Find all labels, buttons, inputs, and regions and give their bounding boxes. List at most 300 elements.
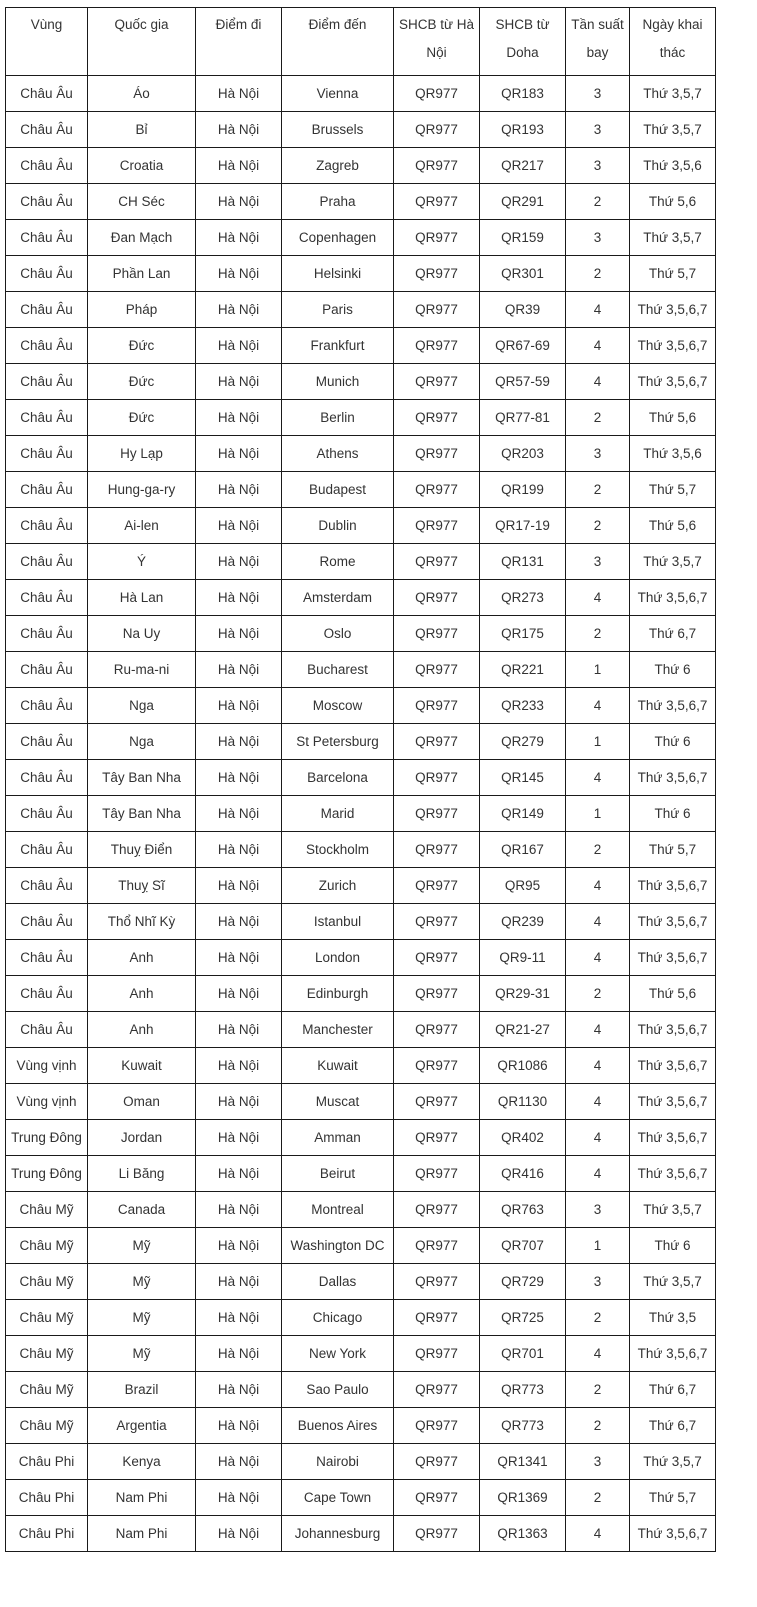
table-row: [6, 1228, 716, 1264]
cell-origin: Hà Nội: [196, 1156, 282, 1192]
cell-frequency: 2: [566, 1372, 630, 1408]
cell-operating-days: Thứ 3,5,7: [630, 1192, 716, 1228]
cell-destination: Edinburgh: [282, 976, 394, 1012]
cell-flight-from-doha: QR1130: [480, 1084, 566, 1120]
cell-flight-from-hanoi: QR977: [394, 508, 480, 544]
cell-destination: Helsinki: [282, 256, 394, 292]
cell-flight-from-doha: QR273: [480, 580, 566, 616]
table-row: [6, 1192, 716, 1228]
cell-flight-from-doha: QR221: [480, 652, 566, 688]
cell-country: Ru-ma-ni: [88, 652, 196, 688]
cell-region: Châu Âu: [6, 796, 88, 832]
cell-flight-from-doha: QR167: [480, 832, 566, 868]
cell-operating-days: Thứ 3,5: [630, 1300, 716, 1336]
cell-flight-from-doha: QR77-81: [480, 400, 566, 436]
cell-country: Áo: [88, 76, 196, 112]
cell-operating-days: Thứ 6: [630, 652, 716, 688]
cell-country: Nga: [88, 724, 196, 760]
header-destination: Điểm đến: [282, 8, 394, 76]
table-row: [6, 1300, 716, 1336]
cell-operating-days: Thứ 3,5,6,7: [630, 364, 716, 400]
cell-destination: Oslo: [282, 616, 394, 652]
cell-frequency: 2: [566, 832, 630, 868]
cell-region: Châu Âu: [6, 436, 88, 472]
cell-country: Kuwait: [88, 1048, 196, 1084]
cell-frequency: 3: [566, 1444, 630, 1480]
cell-flight-from-hanoi: QR977: [394, 1192, 480, 1228]
cell-frequency: 2: [566, 256, 630, 292]
cell-flight-from-hanoi: QR977: [394, 1480, 480, 1516]
cell-region: Châu Mỹ: [6, 1336, 88, 1372]
cell-operating-days: Thứ 3,5,7: [630, 76, 716, 112]
cell-destination: Rome: [282, 544, 394, 580]
cell-destination: Munich: [282, 364, 394, 400]
cell-destination: Johannesburg: [282, 1516, 394, 1552]
cell-destination: Chicago: [282, 1300, 394, 1336]
cell-country: Pháp: [88, 292, 196, 328]
cell-frequency: 2: [566, 616, 630, 652]
cell-flight-from-doha: QR203: [480, 436, 566, 472]
cell-operating-days: Thứ 3,5,6: [630, 436, 716, 472]
cell-country: Ý: [88, 544, 196, 580]
cell-operating-days: Thứ 5,7: [630, 472, 716, 508]
cell-flight-from-hanoi: QR977: [394, 1372, 480, 1408]
cell-flight-from-doha: QR279: [480, 724, 566, 760]
table-row: [6, 976, 716, 1012]
cell-frequency: 3: [566, 436, 630, 472]
cell-frequency: 2: [566, 184, 630, 220]
cell-frequency: 3: [566, 220, 630, 256]
cell-region: Châu Mỹ: [6, 1372, 88, 1408]
cell-operating-days: Thứ 6: [630, 796, 716, 832]
cell-origin: Hà Nội: [196, 1228, 282, 1264]
cell-operating-days: Thứ 3,5,6,7: [630, 580, 716, 616]
cell-frequency: 4: [566, 940, 630, 976]
cell-country: Croatia: [88, 148, 196, 184]
cell-region: Châu Phi: [6, 1480, 88, 1516]
cell-country: Mỹ: [88, 1228, 196, 1264]
cell-flight-from-doha: QR729: [480, 1264, 566, 1300]
cell-flight-from-hanoi: QR977: [394, 256, 480, 292]
cell-region: Châu Âu: [6, 400, 88, 436]
cell-origin: Hà Nội: [196, 76, 282, 112]
cell-frequency: 2: [566, 1480, 630, 1516]
table-row: [6, 1048, 716, 1084]
header-origin: Điểm đi: [196, 8, 282, 76]
cell-flight-from-hanoi: QR977: [394, 76, 480, 112]
cell-destination: Budapest: [282, 472, 394, 508]
cell-flight-from-hanoi: QR977: [394, 832, 480, 868]
cell-frequency: 3: [566, 544, 630, 580]
cell-origin: Hà Nội: [196, 1336, 282, 1372]
cell-destination: Manchester: [282, 1012, 394, 1048]
cell-destination: Moscow: [282, 688, 394, 724]
cell-operating-days: Thứ 3,5,6,7: [630, 328, 716, 364]
cell-origin: Hà Nội: [196, 508, 282, 544]
table-row: [6, 436, 716, 472]
table-row: [6, 472, 716, 508]
cell-frequency: 3: [566, 76, 630, 112]
cell-region: Châu Âu: [6, 76, 88, 112]
cell-frequency: 4: [566, 1048, 630, 1084]
cell-flight-from-doha: QR217: [480, 148, 566, 184]
cell-origin: Hà Nội: [196, 1264, 282, 1300]
table-row: [6, 1264, 716, 1300]
cell-origin: Hà Nội: [196, 400, 282, 436]
cell-flight-from-hanoi: QR977: [394, 1120, 480, 1156]
cell-flight-from-doha: QR159: [480, 220, 566, 256]
cell-frequency: 4: [566, 1516, 630, 1552]
cell-flight-from-hanoi: QR977: [394, 220, 480, 256]
table-row: [6, 148, 716, 184]
cell-frequency: 2: [566, 1408, 630, 1444]
cell-flight-from-doha: QR402: [480, 1120, 566, 1156]
cell-region: Châu Âu: [6, 220, 88, 256]
cell-origin: Hà Nội: [196, 580, 282, 616]
header-frequency: Tần suất bay: [566, 8, 630, 76]
cell-destination: Nairobi: [282, 1444, 394, 1480]
table-row: [6, 112, 716, 148]
cell-flight-from-hanoi: QR977: [394, 1084, 480, 1120]
cell-destination: Stockholm: [282, 832, 394, 868]
cell-origin: Hà Nội: [196, 1480, 282, 1516]
table-row: [6, 1012, 716, 1048]
cell-origin: Hà Nội: [196, 292, 282, 328]
cell-flight-from-hanoi: QR977: [394, 868, 480, 904]
cell-flight-from-hanoi: QR977: [394, 724, 480, 760]
cell-origin: Hà Nội: [196, 364, 282, 400]
cell-origin: Hà Nội: [196, 616, 282, 652]
cell-operating-days: Thứ 5,7: [630, 832, 716, 868]
cell-destination: Paris: [282, 292, 394, 328]
cell-origin: Hà Nội: [196, 940, 282, 976]
cell-country: Mỹ: [88, 1264, 196, 1300]
cell-flight-from-doha: QR773: [480, 1408, 566, 1444]
cell-country: Anh: [88, 976, 196, 1012]
cell-country: Li Băng: [88, 1156, 196, 1192]
cell-flight-from-hanoi: QR977: [394, 760, 480, 796]
cell-origin: Hà Nội: [196, 112, 282, 148]
header-flight-from-hanoi: SHCB từ Hà Nội: [394, 8, 480, 76]
table-row: [6, 400, 716, 436]
cell-operating-days: Thứ 3,5,6,7: [630, 1048, 716, 1084]
cell-flight-from-hanoi: QR977: [394, 1156, 480, 1192]
cell-flight-from-hanoi: QR977: [394, 472, 480, 508]
cell-flight-from-hanoi: QR977: [394, 688, 480, 724]
table-row: [6, 940, 716, 976]
cell-region: Châu Âu: [6, 652, 88, 688]
cell-frequency: 4: [566, 1084, 630, 1120]
cell-destination: Montreal: [282, 1192, 394, 1228]
cell-region: Châu Âu: [6, 760, 88, 796]
cell-operating-days: Thứ 3,5,6,7: [630, 940, 716, 976]
cell-country: Tây Ban Nha: [88, 796, 196, 832]
cell-operating-days: Thứ 3,5,6,7: [630, 1120, 716, 1156]
cell-origin: Hà Nội: [196, 256, 282, 292]
cell-flight-from-hanoi: QR977: [394, 976, 480, 1012]
cell-flight-from-hanoi: QR977: [394, 580, 480, 616]
cell-origin: Hà Nội: [196, 220, 282, 256]
table-row: [6, 1444, 716, 1480]
cell-country: Thổ Nhĩ Kỳ: [88, 904, 196, 940]
cell-region: Châu Âu: [6, 148, 88, 184]
cell-operating-days: Thứ 6,7: [630, 1372, 716, 1408]
cell-origin: Hà Nội: [196, 1300, 282, 1336]
cell-flight-from-doha: QR1086: [480, 1048, 566, 1084]
cell-flight-from-hanoi: QR977: [394, 544, 480, 580]
cell-country: Mỹ: [88, 1336, 196, 1372]
cell-flight-from-doha: QR39: [480, 292, 566, 328]
cell-frequency: 4: [566, 328, 630, 364]
cell-country: Jordan: [88, 1120, 196, 1156]
cell-destination: Barcelona: [282, 760, 394, 796]
cell-frequency: 3: [566, 148, 630, 184]
cell-frequency: 4: [566, 580, 630, 616]
cell-country: Hung-ga-ry: [88, 472, 196, 508]
table-row: [6, 1408, 716, 1444]
table-row: [6, 724, 716, 760]
cell-flight-from-hanoi: QR977: [394, 1336, 480, 1372]
cell-frequency: 2: [566, 472, 630, 508]
cell-origin: Hà Nội: [196, 1372, 282, 1408]
table-row: [6, 76, 716, 112]
cell-frequency: 2: [566, 976, 630, 1012]
cell-destination: Marid: [282, 796, 394, 832]
cell-flight-from-hanoi: QR977: [394, 328, 480, 364]
cell-origin: Hà Nội: [196, 328, 282, 364]
cell-frequency: 2: [566, 1300, 630, 1336]
cell-operating-days: Thứ 3,5,6,7: [630, 1516, 716, 1552]
cell-country: Thuỵ Điển: [88, 832, 196, 868]
cell-country: Đức: [88, 400, 196, 436]
cell-operating-days: Thứ 3,5,7: [630, 544, 716, 580]
cell-operating-days: Thứ 6,7: [630, 1408, 716, 1444]
cell-operating-days: Thứ 3,5,7: [630, 1444, 716, 1480]
cell-destination: Istanbul: [282, 904, 394, 940]
cell-operating-days: Thứ 3,5,6: [630, 148, 716, 184]
cell-operating-days: Thứ 5,6: [630, 508, 716, 544]
cell-flight-from-doha: QR416: [480, 1156, 566, 1192]
cell-region: Châu Mỹ: [6, 1228, 88, 1264]
cell-region: Châu Phi: [6, 1516, 88, 1552]
cell-flight-from-hanoi: QR977: [394, 364, 480, 400]
table-row: [6, 1336, 716, 1372]
cell-destination: Amman: [282, 1120, 394, 1156]
cell-flight-from-doha: QR707: [480, 1228, 566, 1264]
cell-destination: New York: [282, 1336, 394, 1372]
cell-frequency: 4: [566, 1336, 630, 1372]
table-row: [6, 652, 716, 688]
cell-flight-from-doha: QR131: [480, 544, 566, 580]
cell-operating-days: Thứ 3,5,6,7: [630, 1012, 716, 1048]
cell-region: Châu Âu: [6, 256, 88, 292]
cell-operating-days: Thứ 3,5,6,7: [630, 904, 716, 940]
cell-country: Anh: [88, 940, 196, 976]
cell-region: Châu Âu: [6, 904, 88, 940]
cell-destination: Berlin: [282, 400, 394, 436]
cell-region: Châu Âu: [6, 184, 88, 220]
cell-origin: Hà Nội: [196, 1120, 282, 1156]
cell-country: Kenya: [88, 1444, 196, 1480]
cell-destination: Kuwait: [282, 1048, 394, 1084]
cell-flight-from-hanoi: QR977: [394, 184, 480, 220]
cell-frequency: 2: [566, 508, 630, 544]
cell-destination: Brussels: [282, 112, 394, 148]
cell-flight-from-doha: QR701: [480, 1336, 566, 1372]
cell-flight-from-hanoi: QR977: [394, 1516, 480, 1552]
cell-operating-days: Thứ 3,5,6,7: [630, 868, 716, 904]
cell-region: Châu Mỹ: [6, 1192, 88, 1228]
cell-destination: Dublin: [282, 508, 394, 544]
cell-origin: Hà Nội: [196, 904, 282, 940]
cell-destination: Washington DC: [282, 1228, 394, 1264]
cell-country: Phần Lan: [88, 256, 196, 292]
cell-operating-days: Thứ 6,7: [630, 616, 716, 652]
cell-region: Trung Đông: [6, 1120, 88, 1156]
table-row: [6, 328, 716, 364]
cell-flight-from-doha: QR763: [480, 1192, 566, 1228]
cell-flight-from-doha: QR17-19: [480, 508, 566, 544]
cell-frequency: 4: [566, 1156, 630, 1192]
cell-destination: Cape Town: [282, 1480, 394, 1516]
table-row: [6, 220, 716, 256]
cell-operating-days: Thứ 3,5,6,7: [630, 1156, 716, 1192]
cell-destination: Vienna: [282, 76, 394, 112]
cell-flight-from-doha: QR1363: [480, 1516, 566, 1552]
cell-frequency: 4: [566, 760, 630, 796]
cell-region: Châu Âu: [6, 724, 88, 760]
table-row: [6, 1156, 716, 1192]
cell-region: Châu Âu: [6, 292, 88, 328]
cell-flight-from-doha: QR95: [480, 868, 566, 904]
cell-origin: Hà Nội: [196, 1444, 282, 1480]
header-flight-from-doha: SHCB từ Doha: [480, 8, 566, 76]
cell-frequency: 4: [566, 688, 630, 724]
cell-country: Nam Phi: [88, 1480, 196, 1516]
cell-destination: Muscat: [282, 1084, 394, 1120]
cell-operating-days: Thứ 3,5,6,7: [630, 760, 716, 796]
cell-country: Hy Lạp: [88, 436, 196, 472]
table-row: [6, 616, 716, 652]
cell-flight-from-hanoi: QR977: [394, 292, 480, 328]
table-row: [6, 544, 716, 580]
cell-flight-from-doha: QR725: [480, 1300, 566, 1336]
cell-country: Đan Mạch: [88, 220, 196, 256]
flight-schedule-table: [5, 7, 716, 1552]
table-row: [6, 292, 716, 328]
cell-country: Đức: [88, 328, 196, 364]
cell-country: Nam Phi: [88, 1516, 196, 1552]
table-row: [6, 184, 716, 220]
table-row: [6, 1480, 716, 1516]
cell-destination: Bucharest: [282, 652, 394, 688]
cell-destination: Frankfurt: [282, 328, 394, 364]
cell-destination: Athens: [282, 436, 394, 472]
cell-region: Châu Âu: [6, 472, 88, 508]
cell-origin: Hà Nội: [196, 976, 282, 1012]
cell-country: Mỹ: [88, 1300, 196, 1336]
cell-country: Nga: [88, 688, 196, 724]
cell-operating-days: Thứ 6: [630, 724, 716, 760]
cell-country: Hà Lan: [88, 580, 196, 616]
cell-region: Châu Âu: [6, 328, 88, 364]
cell-region: Vùng vịnh: [6, 1084, 88, 1120]
cell-region: Châu Âu: [6, 112, 88, 148]
table-row: [6, 364, 716, 400]
cell-frequency: 4: [566, 1012, 630, 1048]
cell-operating-days: Thứ 6: [630, 1228, 716, 1264]
cell-frequency: 4: [566, 364, 630, 400]
cell-destination: Sao Paulo: [282, 1372, 394, 1408]
cell-region: Trung Đông: [6, 1156, 88, 1192]
cell-country: Argentia: [88, 1408, 196, 1444]
cell-region: Châu Mỹ: [6, 1408, 88, 1444]
cell-frequency: 4: [566, 868, 630, 904]
cell-flight-from-hanoi: QR977: [394, 1264, 480, 1300]
cell-origin: Hà Nội: [196, 1012, 282, 1048]
cell-region: Châu Âu: [6, 364, 88, 400]
cell-flight-from-doha: QR301: [480, 256, 566, 292]
cell-flight-from-doha: QR57-59: [480, 364, 566, 400]
cell-region: Châu Mỹ: [6, 1264, 88, 1300]
table-row: [6, 508, 716, 544]
cell-flight-from-doha: QR149: [480, 796, 566, 832]
cell-flight-from-hanoi: QR977: [394, 1408, 480, 1444]
cell-country: Na Uy: [88, 616, 196, 652]
cell-flight-from-doha: QR1369: [480, 1480, 566, 1516]
cell-region: Châu Âu: [6, 688, 88, 724]
table-row: [6, 1516, 716, 1552]
cell-operating-days: Thứ 3,5,7: [630, 220, 716, 256]
cell-origin: Hà Nội: [196, 724, 282, 760]
table-row: [6, 688, 716, 724]
cell-region: Châu Âu: [6, 976, 88, 1012]
cell-region: Châu Âu: [6, 616, 88, 652]
cell-destination: Beirut: [282, 1156, 394, 1192]
cell-origin: Hà Nội: [196, 1192, 282, 1228]
cell-region: Châu Âu: [6, 868, 88, 904]
cell-origin: Hà Nội: [196, 472, 282, 508]
cell-country: Anh: [88, 1012, 196, 1048]
cell-operating-days: Thứ 3,5,7: [630, 112, 716, 148]
cell-flight-from-hanoi: QR977: [394, 796, 480, 832]
cell-region: Châu Phi: [6, 1444, 88, 1480]
cell-flight-from-hanoi: QR977: [394, 148, 480, 184]
cell-frequency: 3: [566, 112, 630, 148]
cell-origin: Hà Nội: [196, 688, 282, 724]
cell-country: Oman: [88, 1084, 196, 1120]
cell-flight-from-doha: QR773: [480, 1372, 566, 1408]
cell-country: Thuỵ Sĩ: [88, 868, 196, 904]
cell-frequency: 1: [566, 1228, 630, 1264]
cell-frequency: 2: [566, 400, 630, 436]
cell-operating-days: Thứ 5,7: [630, 1480, 716, 1516]
table-row: [6, 760, 716, 796]
cell-origin: Hà Nội: [196, 796, 282, 832]
cell-frequency: 3: [566, 1192, 630, 1228]
cell-frequency: 3: [566, 1264, 630, 1300]
cell-destination: St Petersburg: [282, 724, 394, 760]
cell-flight-from-hanoi: QR977: [394, 400, 480, 436]
cell-operating-days: Thứ 3,5,6,7: [630, 688, 716, 724]
cell-country: Tây Ban Nha: [88, 760, 196, 796]
cell-flight-from-hanoi: QR977: [394, 904, 480, 940]
cell-frequency: 4: [566, 904, 630, 940]
cell-flight-from-doha: QR9-11: [480, 940, 566, 976]
cell-origin: Hà Nội: [196, 184, 282, 220]
cell-flight-from-doha: QR21-27: [480, 1012, 566, 1048]
cell-destination: Amsterdam: [282, 580, 394, 616]
